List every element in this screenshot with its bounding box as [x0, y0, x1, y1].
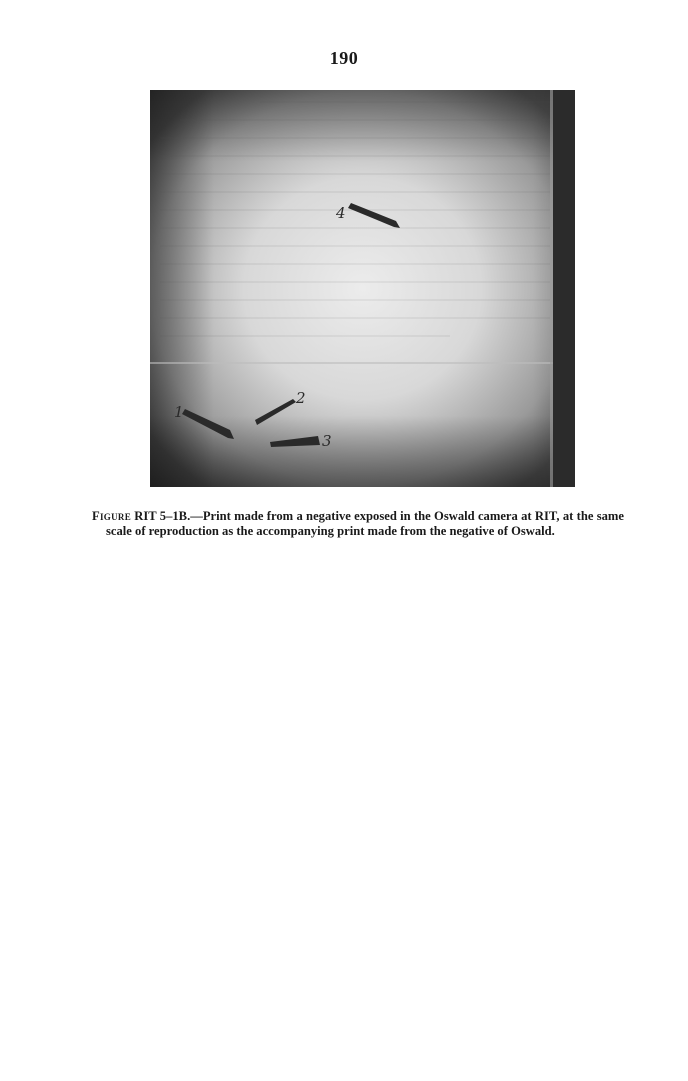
page-number: 190	[329, 48, 359, 68]
film-edge-strip	[553, 90, 575, 487]
marker-label-4: 4	[336, 204, 346, 222]
marker-label-3: 3	[322, 432, 332, 450]
figure-photograph	[150, 90, 575, 487]
film-edge-highlight	[550, 90, 553, 487]
caption-lead: Figure	[92, 509, 131, 523]
photo-band	[150, 362, 555, 364]
caption-body: RIT 5–1B.—Print made from a negative exposed in the Oswald camera at RIT, at the same scale of reproduction as the accompanying print made from the negative of Oswald.	[106, 509, 624, 538]
photo-print	[150, 90, 575, 487]
marker-label-1: 1	[174, 403, 184, 421]
figure-caption	[92, 509, 624, 538]
marker-label-2: 2	[296, 389, 306, 407]
